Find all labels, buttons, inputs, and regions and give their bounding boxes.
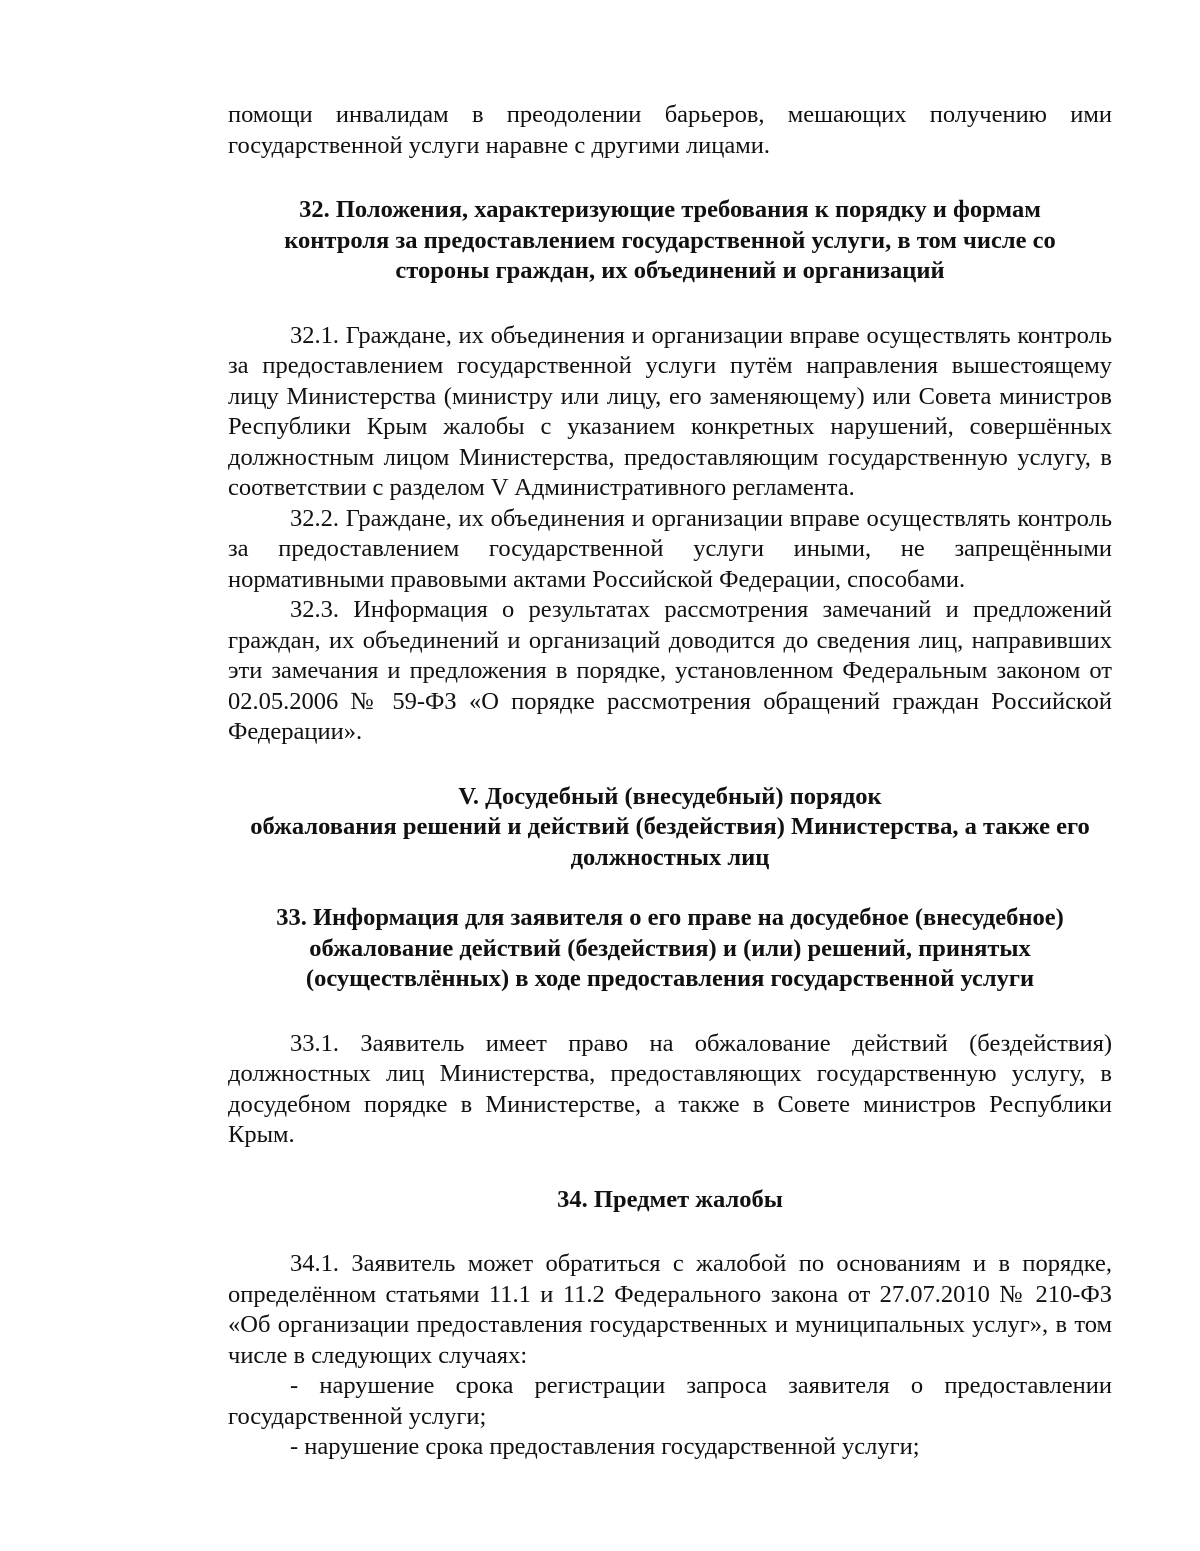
heading-line: стороны граждан, их объединений и организаций (395, 257, 945, 284)
paragraph-32-3: 32.3. Информация о результатах рассмотрения замечаний и предложений граждан, их объединений и организаций доводится до сведения лиц, направивших эти замечания и предложения в порядке, установленном Федеральным законом от 02.05.2006 № 59-ФЗ «О порядке рассмотрения обращений граждан Российской Федерации». (228, 596, 1112, 745)
heading-line: V. Досудебный (внесудебный) порядок (458, 782, 882, 810)
heading-line: 32. Положения, характеризующие требования к порядку и формам (299, 196, 1041, 223)
section-33-heading (228, 903, 1112, 995)
paragraph-32-2: 32.2. Граждане, их объединения и организации вправе осуществлять контроль за предоставлением государственной услуги иными, не запрещёнными нормативными правовыми актами Российской Федерации, способами. (228, 504, 1112, 593)
paragraph-32-1: 32.1. Граждане, их объединения и организации вправе осуществлять контроль за предоставлением государственной услуги путём направления вышестоящему лицу Министерства (министру или лицу, его заменяющему) или Совета министров Республики Крым жалобы с указанием конкретных нарушений, совершённых должностным лицом Министерства, предоставляющим государственную услугу, в соответствии с разделом V Административного регламента. (228, 321, 1112, 501)
spacer (228, 161, 1112, 195)
intro-paragraph: помощи инвалидам в преодолении барьеров, мешающих получению ими государственной услуги наравне с другими лицами. (228, 101, 1112, 159)
spacer (228, 1215, 1112, 1249)
heading-line: 34. Предмет жалобы (557, 1185, 783, 1213)
heading-line: (осуществлённых) в ходе предоставления государственной услуги (305, 965, 1035, 992)
spacer (228, 287, 1112, 321)
spacer (228, 748, 1112, 782)
section-32-heading (228, 195, 1112, 287)
list-item-registration-deadline: - нарушение срока регистрации запроса заявителя о предоставлении государственной услуги; (228, 1372, 1112, 1430)
document-page (228, 100, 1112, 1463)
list-item-service-deadline: - нарушение срока предоставления государственной услуги; (290, 1433, 920, 1460)
chapter-5-heading (228, 782, 1112, 874)
spacer (228, 873, 1112, 903)
paragraph-33-1: 33.1. Заявитель имеет право на обжалование действий (бездействия) должностных лиц Министерства, предоставляющих государственную услугу, в досудебном порядке в Министерстве, а также в Совете министров Республики Крым. (228, 1029, 1112, 1148)
paragraph-34-1: 34.1. Заявитель может обратиться с жалобой по основаниям и в порядке, определённом статьями 11.1 и 11.2 Федерального закона от 27.07.2010 № 210-ФЗ «Об организации предоставления государственных и муниципальных услуг», в том числе в следующих случаях: (228, 1250, 1112, 1369)
heading-line: должностных лиц (570, 843, 770, 871)
heading-line: 33. Информация для заявителя о его праве на досудебное (внесудебное) (276, 904, 1064, 931)
spacer (228, 995, 1112, 1029)
section-34-heading (228, 1185, 1112, 1216)
heading-line: обжалования решений и действий (бездействия) Министерства, а также его (250, 813, 1090, 840)
spacer (228, 1151, 1112, 1185)
heading-line: контроля за предоставлением государственной услуги, в том числе со (284, 226, 1056, 254)
heading-line: обжалование действий (бездействия) и (или) решений, принятых (309, 934, 1031, 962)
